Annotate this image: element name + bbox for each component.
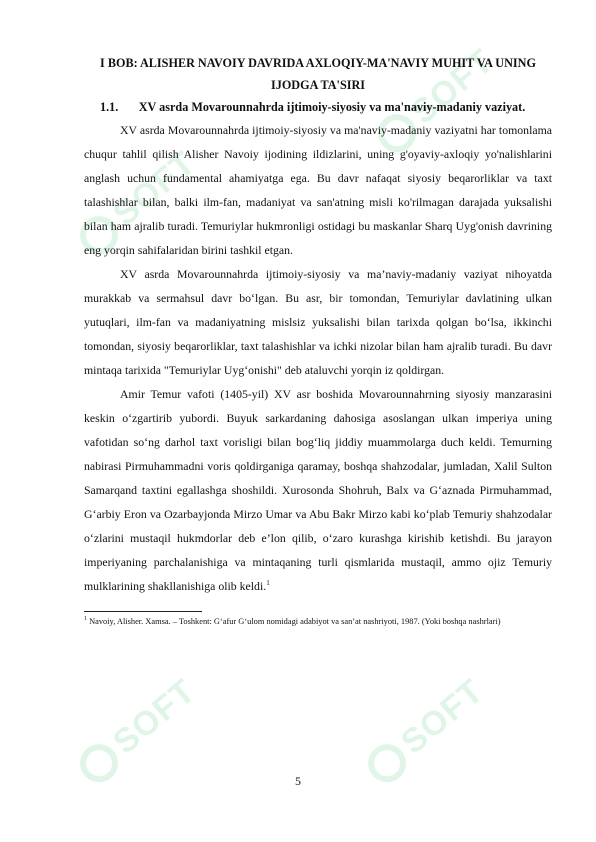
watermark-text: SOFT	[106, 143, 203, 234]
section-number: 1.1.	[100, 100, 119, 114]
body-paragraph-2: XV asrda Movarounnahrda ijtimoiy-siyosiy va ma’naviy-madaniy vaziyat nihoyatda murakkab va sermahsul davr bo‘lgan. Bu asr, bir tomondan, Temuriylar davlatining ulkan yutuqlari, ilm-fan va madaniyatning mislsiz yuksalishi bilan tarixda qolgan bo‘lsa, ikkinchi tomondan, siyosiy beqarorliklar, taxt talashishlar va ichki nizolar bilan ham ajralib turadi. Bu davr mintaqa tarixida "Temuriylar Uyg‘onishi" deb ataluvchi yorqin iz qoldirgan.	[84, 267, 552, 377]
body-paragraph-3	[84, 382, 552, 598]
body-paragraph-3-text: Amir Temur vafoti (1405-yil) XV asr boshida Movarounnahrning siyosiy manzarasini keskin o‘zgartirib yubordi. Buyuk sarkardaning dahosiga asoslangan ulkan imperiya uning vafotidan so‘ng darhol taxt vorisligi bilan bog‘liq jiddiy muammolarga duch keldi. Temurning nabirasi Pirmuhammadni voris qoldirganiga qaramay, boshqa shahzodalar, jumladan, Xalil Sulton Samarqand taxtini egallashga shoshildi. Xurosonda Shohruh, Balx va G‘aznada Pirmuhammad, G‘arbiy Eron va Ozarbayjonda Mirzo Umar va Abu Bakr Mirzo kabi ko‘plab Temuriy shahzodalar o‘zlarini mustaqil hukmdorlar deb e’lon qilib, o‘zaro kurashga kirishib ketishdi. Bu jarayon imperiyaning parchalanishiga va mintaqaning turli qismlarida mustaqil, ammo ojiz Temuriy mulklarining shakllanishiga olib keldi.	[84, 387, 552, 593]
footnote-marker: 1	[84, 616, 87, 622]
watermark-text: SOFT	[394, 671, 491, 762]
footnote	[84, 614, 552, 627]
section-heading	[84, 96, 552, 118]
footnote-reference[interactable]: 1	[266, 579, 270, 588]
watermark-text: SOFT	[404, 41, 501, 132]
body-paragraph-1: XV asrda Movarounnahrda ijtimoiy-siyosiy va ma'naviy-madaniy vaziyatni har tomonlama chuqur tahlil qilish Alisher Navoiy ijodining ildizlarini, uning g'oyaviy-axloqiy yo'nalishlarini anglash uchun fundamental ahamiyatga ega. Bu davr nafaqat siyosiy beqarorliklar va taxt talashishlar bilan, balki ilm-fan, madaniyat va san'atning misli ko'rilmagan darajada yuksalishi bilan ham ajralib turadi. Temuriylar hukmronligi ostidagi bu maskanlar Sharq Uyg'onish davrining eng yorqin sahifalaridan birini tashkil etgan.	[84, 123, 552, 257]
page-number: 5	[295, 774, 301, 788]
footnote-divider	[84, 611, 202, 612]
document-page	[84, 52, 552, 627]
section-title: XV asrda Movarounnahrda ijtimoiy-siyosiy va ma'naviy-madaniy vaziyat.	[138, 100, 526, 114]
watermark-text: SOFT	[106, 671, 203, 762]
footnote-text: Navoiy, Alisher. Xamsa. – Toshkent: G‘afur G‘ulom nomidagi adabiyot va san’at nashriyoti, 1987. (Yoki boshqa nashrlari)	[89, 616, 501, 626]
chapter-heading: I BOB: ALISHER NAVOIY DAVRIDA AXLOQIY-MA'NAVIY MUHIT VA UNING IJODGA TA'SIRI	[100, 56, 536, 92]
